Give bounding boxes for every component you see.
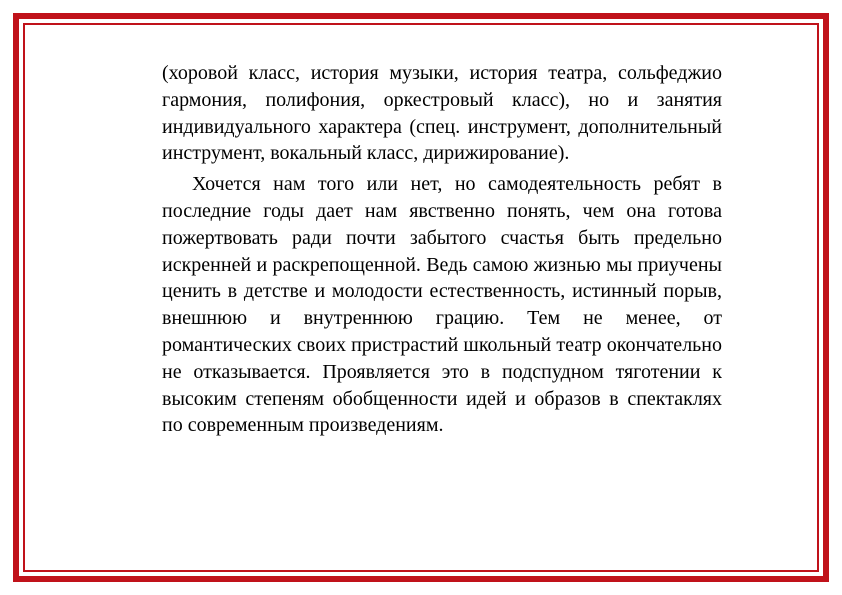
body-text xyxy=(162,60,722,439)
paragraph-2: Хочется нам того или нет, но самодеятельность ребят в последние годы дает нам явственно понять, чем она готова пожертвовать ради почти забытого счастья быть предельно искренней и раскрепощенной. Ведь самою жизнью мы приучены ценить в детстве и молодости естественность, истинный порыв, внешнюю и внутреннюю грацию. Тем не менее, от романтических своих пристрастий школьный театр окончательно не отказывается. Проявляется это в подспудном тяготении к высоким степеням обобщенности идей и образов в спектаклях по современным произведениям. xyxy=(162,173,722,437)
paragraph-1: (хоровой класс, история музыки, история театра, сольфеджио гармония, полифония, оркестровый класс), но и занятия индивидуального характера (спец. инструмент, дополнительный инструмент, вокальный класс, дирижирование). xyxy=(162,62,722,165)
